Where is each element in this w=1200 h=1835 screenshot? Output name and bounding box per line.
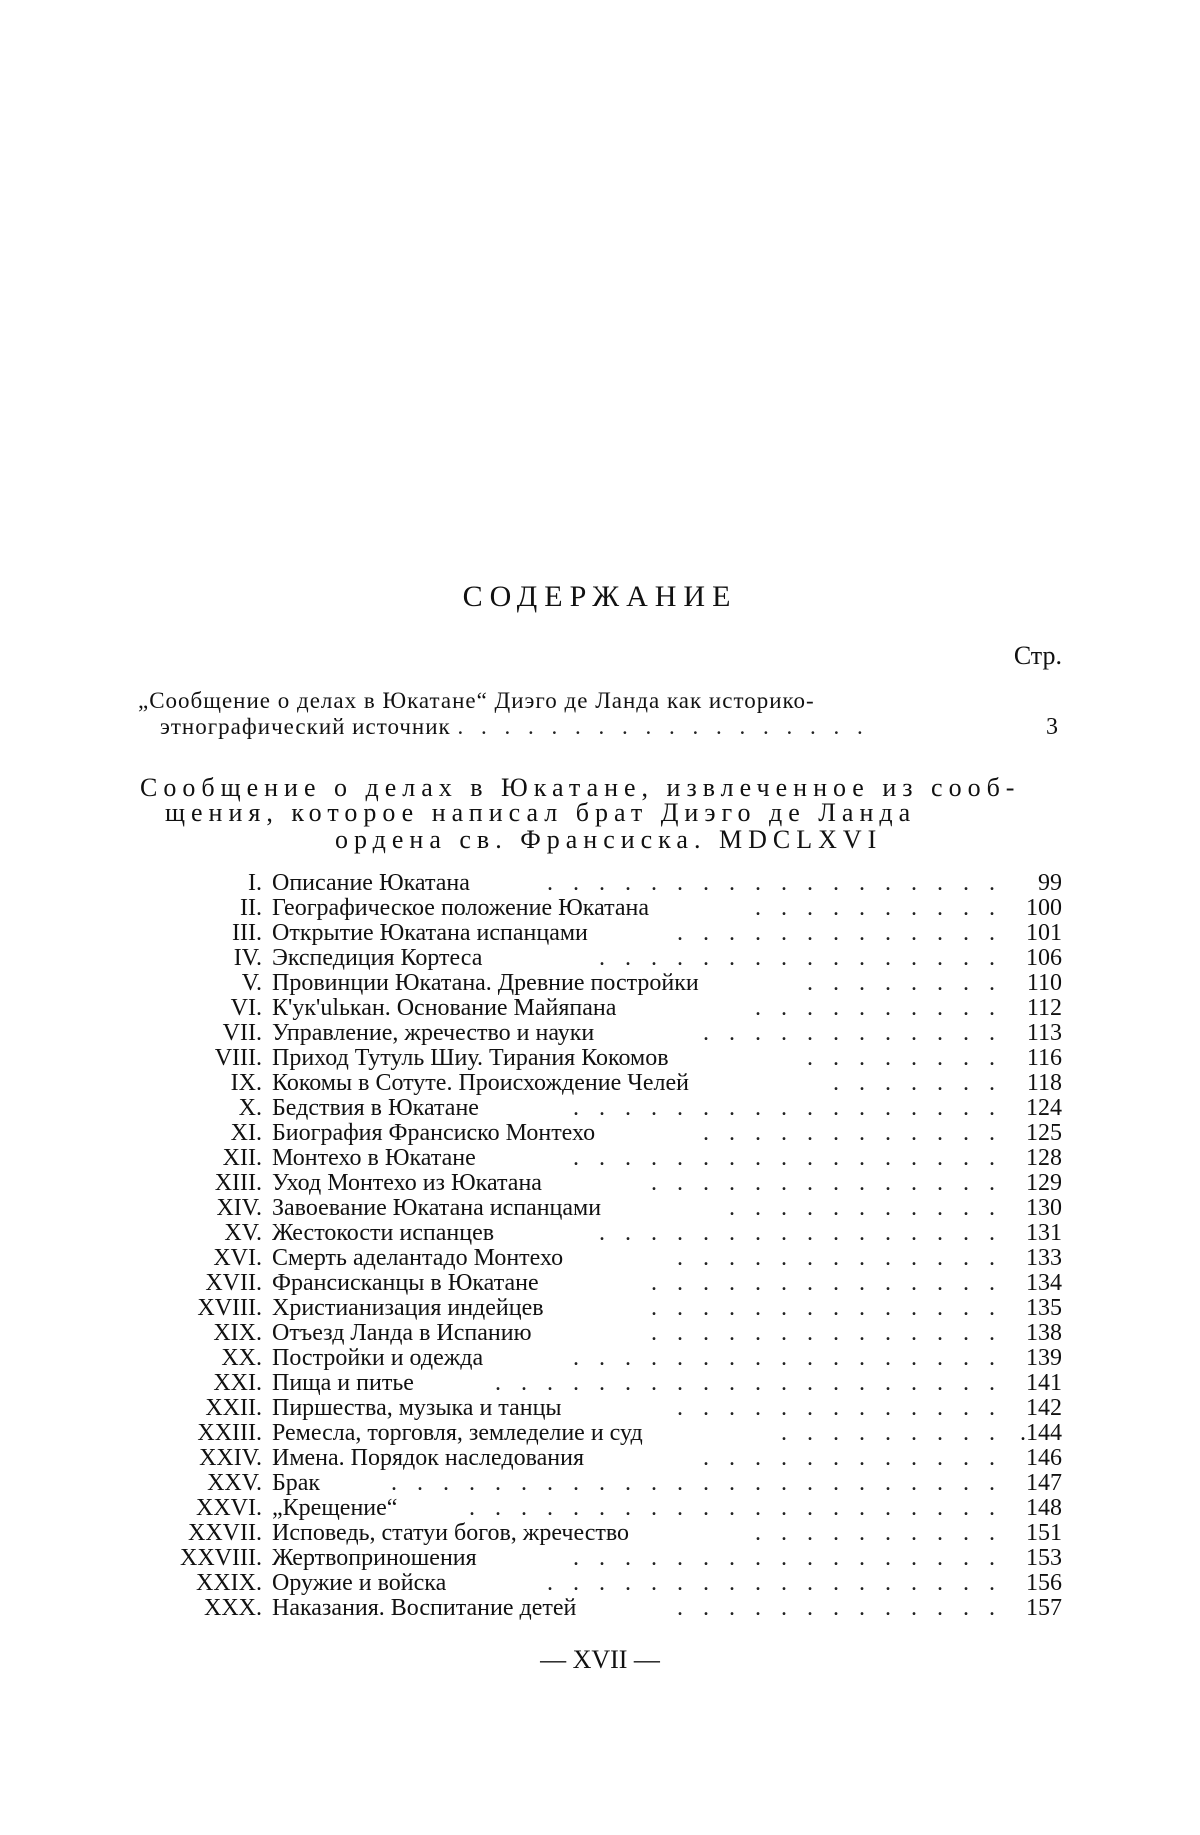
chapter-number: V.	[241, 970, 262, 996]
toc-row	[150, 1146, 1062, 1171]
toc-row	[150, 996, 1062, 1021]
leader-dots: . . . . . . . . . . . .	[703, 1120, 1002, 1146]
chapter-title: Биография Франсиско Монтехо	[272, 1120, 596, 1146]
toc-row	[150, 1246, 1062, 1271]
chapter-number: XIX.	[213, 1320, 262, 1346]
toc-row	[150, 1346, 1062, 1371]
chapter-number: I.	[248, 870, 262, 896]
chapter-title: Монтехо в Юкатане	[272, 1145, 476, 1171]
leader-dots: . . . . . . . . . . . . . .	[651, 1320, 1002, 1346]
chapter-number: XVI.	[213, 1245, 262, 1271]
toc-row	[150, 1221, 1062, 1246]
toc-row	[150, 871, 1062, 896]
leader-dots: . . . . . . . . . . . . . . . .	[599, 1220, 1002, 1246]
chapter-page-number: 128	[1026, 1145, 1062, 1171]
chapter-title: Завоевание Юкатана испанцами	[272, 1195, 602, 1221]
chapter-page-number: 112	[1026, 995, 1062, 1021]
toc-row	[150, 1021, 1062, 1046]
chapter-page-number: 100	[1026, 895, 1062, 921]
toc-row	[150, 1546, 1062, 1571]
chapter-number: XXX.	[204, 1595, 262, 1621]
chapter-title: К'ук'ulькан. Основание Майяпана	[272, 995, 617, 1021]
chapter-title: Исповедь, статуи богов, жречество	[272, 1520, 630, 1546]
toc-row	[150, 1196, 1062, 1221]
leader-dots: . . . . . . . . . . . . . .	[651, 1170, 1002, 1196]
intro-entry-line1: „Сообщение о делах в Юкатане“ Диэго де Ланда как историко-	[138, 688, 815, 713]
chapter-number: XX.	[221, 1345, 262, 1371]
leader-dots: . . . . . . .	[833, 1070, 1002, 1096]
chapter-page-number: 116	[1026, 1045, 1062, 1071]
chapter-page-number: 142	[1026, 1395, 1062, 1421]
chapter-page-number: 146	[1026, 1445, 1062, 1471]
chapter-page-number: 147	[1026, 1470, 1062, 1496]
chapter-page-number: 130	[1026, 1195, 1062, 1221]
page-column-label: Стр.	[1013, 641, 1062, 670]
chapter-title: Географическое положение Юкатана	[272, 895, 650, 921]
chapter-number: III.	[232, 920, 262, 946]
toc-row	[150, 1096, 1062, 1121]
chapter-title: Жестокости испанцев	[272, 1220, 495, 1246]
chapter-number: XIV.	[216, 1195, 262, 1221]
toc-row	[150, 1371, 1062, 1396]
chapter-title: Наказания. Воспитание детей	[272, 1595, 577, 1621]
leader-dots: . . . . . . . . . . . . . . . . . .	[547, 870, 1002, 896]
chapter-number: XXVI.	[196, 1495, 262, 1521]
leader-dots: . . . . . . . . . .	[755, 895, 1002, 921]
chapter-page-number: 139	[1026, 1345, 1062, 1371]
chapter-page-number: 101	[1026, 920, 1062, 946]
chapter-page-number: 138	[1026, 1320, 1062, 1346]
leader-dots: . . . . . . . . . . . . . . . .	[599, 945, 1002, 971]
chapter-number: IX.	[230, 1070, 262, 1096]
toc-row	[150, 1121, 1062, 1146]
chapter-number: XXIV.	[199, 1445, 262, 1471]
leader-dots: . . . . . . . . . . . . . . . . .	[573, 1545, 1002, 1571]
chapter-page-number: 157	[1026, 1595, 1062, 1621]
leader-dots: . . . . . . . . . . . . .	[677, 920, 1002, 946]
chapter-title: Приход Тутуль Шиу. Тирания Кокомов	[272, 1045, 669, 1071]
chapter-title: Отъезд Ланда в Испанию	[272, 1320, 532, 1346]
chapter-page-number: 118	[1026, 1070, 1062, 1096]
toc-row	[150, 1271, 1062, 1296]
page-title: СОДЕРЖАНИЕ	[462, 580, 738, 613]
chapter-number: XII.	[222, 1145, 262, 1171]
chapter-title: Имена. Порядок наследования	[272, 1445, 584, 1471]
leader-dots: . . . . . . . . . . . . .	[677, 1595, 1002, 1621]
leader-dots: . . . . . . . . . . . . . . . . . . . . . . . .	[391, 1470, 1002, 1496]
chapter-title: Кокомы в Сотуте. Происхождение Челей	[272, 1070, 689, 1096]
chapter-number: X.	[238, 1095, 262, 1121]
intro-entry-line2	[160, 714, 869, 740]
chapter-page-number: 99	[1038, 870, 1062, 896]
leader-dots: . . . . . . . . . .	[755, 1520, 1002, 1546]
chapter-page-number: 133	[1026, 1245, 1062, 1271]
chapter-number: VIII.	[214, 1045, 262, 1071]
chapter-title: Постройки и одежда	[272, 1345, 484, 1371]
chapter-title: Христианизация индейцев	[272, 1295, 544, 1321]
chapter-number: XXIII.	[197, 1420, 262, 1446]
chapter-title: Жертвоприношения	[272, 1545, 477, 1571]
leader-dots: . . . . . . . . . . . . . . . . . .	[547, 1570, 1002, 1596]
chapter-number: XV.	[224, 1220, 262, 1246]
toc-row	[150, 1496, 1062, 1521]
chapter-page-number: 156	[1026, 1570, 1062, 1596]
chapter-number: XVII.	[205, 1270, 262, 1296]
chapter-page-number: 153	[1026, 1545, 1062, 1571]
chapter-page-number: 113	[1026, 1020, 1062, 1046]
chapter-number: XVIII.	[197, 1295, 262, 1321]
chapter-number: II.	[240, 895, 262, 921]
chapter-number: XXVII.	[188, 1520, 262, 1546]
chapter-page-number: .144	[1020, 1420, 1062, 1446]
chapter-title: Смерть аделантадо Монтехо	[272, 1245, 564, 1271]
toc-row	[150, 1446, 1062, 1471]
toc-row	[150, 971, 1062, 996]
chapter-title: Брак	[272, 1470, 321, 1496]
leader-dots: . . . . . . . . . . . .	[703, 1020, 1002, 1046]
chapter-title: Провинции Юкатана. Древние постройки	[272, 970, 699, 996]
intro-entry-title: этнографический источник	[160, 714, 451, 739]
toc-row	[150, 1321, 1062, 1346]
chapter-title: Экспедиция Кортеса	[272, 945, 483, 971]
table-of-contents	[150, 871, 1062, 1621]
toc-row	[150, 1171, 1062, 1196]
leader-dots: . . . . . . . . . . . . . . . . .	[573, 1145, 1002, 1171]
chapter-title: Пиршества, музыка и танцы	[272, 1395, 562, 1421]
chapter-title: Открытие Юкатана испанцами	[272, 920, 588, 946]
chapter-title: Уход Монтехо из Юкатана	[272, 1170, 542, 1196]
chapter-number: XI.	[230, 1120, 262, 1146]
toc-row	[150, 1421, 1062, 1446]
section-title-line2: щения, которое написал брат Диэго де Ланда	[165, 798, 917, 827]
chapter-number: XXIX.	[196, 1570, 262, 1596]
chapter-title: Оружие и войска	[272, 1570, 447, 1596]
intro-page-number: 3	[1046, 714, 1058, 740]
page-folio: — XVII —	[540, 1645, 660, 1674]
section-title-line3: ордена св. Франсиска. MDCLXVI	[335, 825, 883, 854]
toc-row	[150, 1596, 1062, 1621]
chapter-number: XXII.	[205, 1395, 262, 1421]
chapter-number: XXV.	[207, 1470, 262, 1496]
chapter-number: XXVIII.	[180, 1545, 262, 1571]
chapter-page-number: 110	[1026, 970, 1062, 996]
leader-dots: . . . . . . . . . . . . . .	[651, 1295, 1002, 1321]
leader-dots: . . . . . . . .	[807, 970, 1002, 996]
section-title-line1: Сообщение о делах в Юкатане, извлеченное из сооб-	[140, 773, 1021, 802]
chapter-page-number: 129	[1026, 1170, 1062, 1196]
toc-row	[150, 1471, 1062, 1496]
leader-dots: . . . . . . . . . . . . .	[677, 1245, 1002, 1271]
toc-row	[150, 1521, 1062, 1546]
chapter-number: VI.	[230, 995, 262, 1021]
toc-row	[150, 1296, 1062, 1321]
chapter-page-number: 124	[1026, 1095, 1062, 1121]
toc-row	[150, 1396, 1062, 1421]
leader-dots: . . . . . . . . . . . . . . . . . . . .	[495, 1370, 1002, 1396]
chapter-page-number: 131	[1026, 1220, 1062, 1246]
chapter-number: IV.	[233, 945, 262, 971]
leader-dots: . . . . . . . . . . . .	[703, 1445, 1002, 1471]
leader-dots: . . . . . . . . .	[781, 1420, 1002, 1446]
toc-row	[150, 1046, 1062, 1071]
chapter-title: Бедствия в Юкатане	[272, 1095, 479, 1121]
chapter-page-number: 106	[1026, 945, 1062, 971]
leader-dots: . . . . . . . .	[807, 1045, 1002, 1071]
toc-row	[150, 921, 1062, 946]
chapter-title: „Крещение“	[272, 1495, 398, 1521]
toc-row	[150, 896, 1062, 921]
chapter-page-number: 151	[1026, 1520, 1062, 1546]
leader-dots: . . . . . . . . . . . . . .	[651, 1270, 1002, 1296]
leader-dots: . . . . . . . . . . . . . . . . .	[573, 1345, 1002, 1371]
toc-row	[150, 1571, 1062, 1596]
leader-dots: . . . . . . . . . .	[755, 995, 1002, 1021]
toc-row	[150, 946, 1062, 971]
toc-row	[150, 1071, 1062, 1096]
chapter-number: XIII.	[214, 1170, 262, 1196]
leader-dots: . . . . . . . . . . . . .	[677, 1395, 1002, 1421]
chapter-title: Ремесла, торговля, земледелие и суд	[272, 1420, 643, 1446]
chapter-page-number: 148	[1026, 1495, 1062, 1521]
chapter-title: Пища и питье	[272, 1370, 414, 1396]
chapter-page-number: 135	[1026, 1295, 1062, 1321]
chapter-number: VII.	[222, 1020, 262, 1046]
chapter-page-number: 125	[1026, 1120, 1062, 1146]
leader-dots: . . . . . . . . . . . . . . . . . . . . .	[469, 1495, 1002, 1521]
leader-dots: . . . . . . . . . . . . . . . . .	[573, 1095, 1002, 1121]
chapter-page-number: 141	[1026, 1370, 1062, 1396]
leader-dots: . . . . . . . . . . . . . . . . . .	[457, 714, 869, 739]
chapter-page-number: 134	[1026, 1270, 1062, 1296]
chapter-number: XXI.	[213, 1370, 262, 1396]
leader-dots: . . . . . . . . . . .	[729, 1195, 1002, 1221]
chapter-title: Управление, жречество и науки	[272, 1020, 595, 1046]
chapter-title: Описание Юкатана	[272, 870, 470, 896]
chapter-title: Франсисканцы в Юкатане	[272, 1270, 539, 1296]
